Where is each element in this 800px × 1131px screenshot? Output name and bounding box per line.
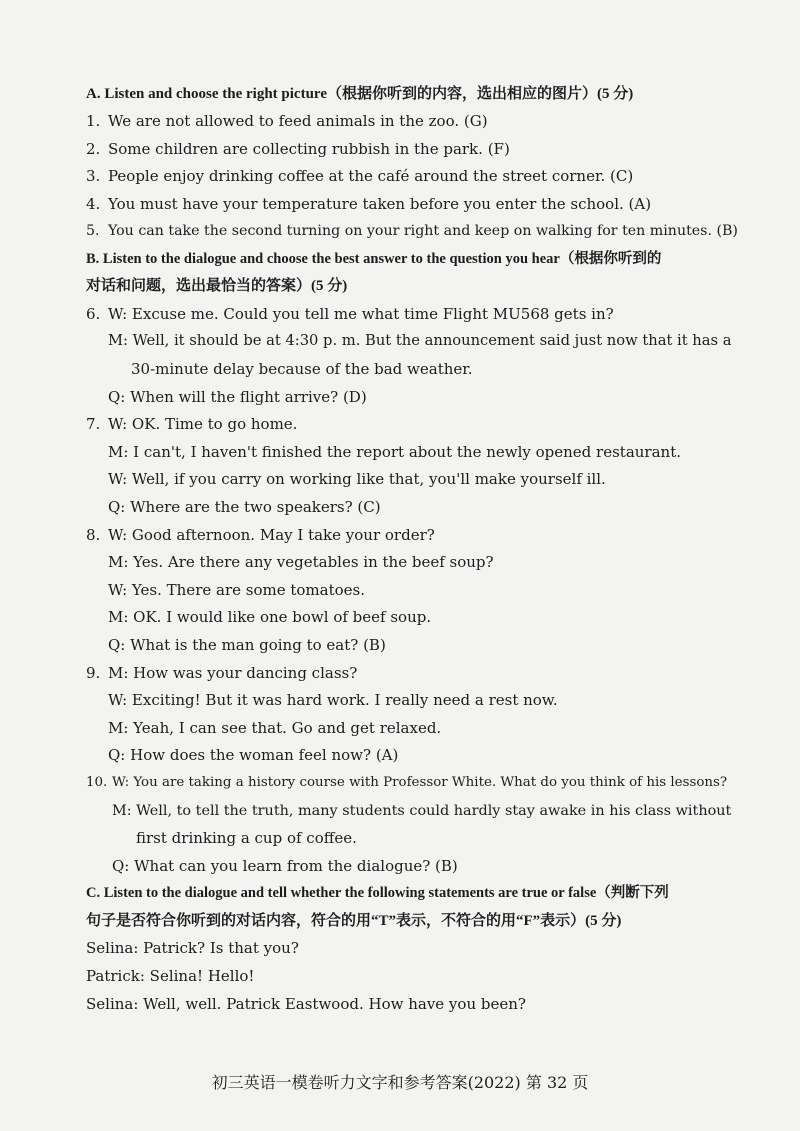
dialogue-line: Selina: Well, well. Patrick Eastwood. How have you been? (86, 995, 526, 1013)
speaker-line: W: You are taking a history course with Professor White. What do you think of his lessons? (112, 775, 728, 790)
item-3 (86, 166, 633, 186)
question-number: 10. (86, 775, 108, 790)
question-9-w: W: Exciting! But it was hard work. I really need a rest now. (108, 691, 558, 709)
question-10-q: Q: What can you learn from the dialogue? (B) (112, 857, 458, 875)
question-10-w (86, 773, 727, 793)
item-number: 2. (86, 140, 101, 158)
item-number: 1. (86, 112, 101, 130)
item-number: 3. (86, 167, 101, 185)
item-2 (86, 139, 510, 159)
question-8-q: Q: What is the man going to eat? (B) (108, 636, 386, 654)
question-9-m2: M: Yeah, I can see that. Go and get relaxed. (108, 719, 442, 737)
item-text: Some children are collecting rubbish in the park. (F) (108, 140, 510, 158)
question-8-m2: M: OK. I would like one bowl of beef soup. (108, 608, 432, 626)
speaker-line: W: Good afternoon. May I take your order? (108, 526, 435, 544)
question-10-m2: first drinking a cup of coffee. (136, 829, 357, 847)
question-number: 9. (86, 664, 101, 682)
item-text: We are not allowed to feed animals in the zoo. (G) (108, 112, 488, 130)
speaker-line: W: Excuse me. Could you tell me what time Flight MU568 gets in? (108, 305, 614, 323)
question-6-q: Q: When will the flight arrive? (D) (108, 388, 367, 406)
item-text: You must have your temperature taken before you enter the school. (A) (108, 195, 652, 213)
speaker-line: W: OK. Time to go home. (108, 415, 298, 433)
question-6-m2: 30-minute delay because of the bad weather. (131, 360, 473, 378)
question-7-q: Q: Where are the two speakers? (C) (108, 498, 381, 516)
page-footer: 初三英语一模卷听力文字和参考答案(2022) 第 32 页 (211, 1073, 589, 1092)
question-7-w2: W: Well, if you carry on working like that, you'll make yourself ill. (108, 470, 606, 488)
question-9-q: Q: How does the woman feel now? (A) (108, 746, 399, 764)
dialogue-line: Selina: Patrick? Is that you? (86, 939, 299, 957)
section-b-header-line2: 对话和问题，选出最恰当的答案）(5 分) (86, 278, 348, 294)
question-number: 7. (86, 415, 101, 433)
question-number: 6. (86, 305, 101, 323)
section-a-header: A. Listen and choose the right picture（根据你听到的内容，选出相应的图片）(5 分) (86, 86, 634, 102)
item-text: People enjoy drinking coffee at the café around the street corner. (C) (108, 167, 634, 185)
item-text: You can take the second turning on your right and keep on walking for ten minutes. (B) (108, 223, 738, 239)
item-5 (86, 221, 738, 241)
question-number: 8. (86, 526, 101, 544)
section-c-header-line2: 句子是否符合你听到的对话内容，符合的用“T”表示，不符合的用“F”表示）(5 分) (86, 913, 622, 929)
question-7-w1 (86, 414, 297, 434)
question-8-w2: W: Yes. There are some tomatoes. (108, 581, 365, 599)
item-number: 4. (86, 195, 101, 213)
question-8-w1 (86, 525, 435, 545)
question-8-m1: M: Yes. Are there any vegetables in the beef soup? (108, 553, 494, 571)
question-6-w (86, 304, 614, 324)
item-4 (86, 194, 651, 214)
dialogue-line: Patrick: Selina! Hello! (86, 967, 255, 985)
speaker-line: M: How was your dancing class? (108, 664, 358, 682)
question-10-m1: M: Well, to tell the truth, many students could hardly stay awake in his class without (112, 803, 732, 819)
item-number: 5. (86, 223, 100, 239)
question-9-m1 (86, 663, 357, 683)
question-6-m1: M: Well, it should be at 4:30 p. m. But the announcement said just now that it has a (108, 332, 732, 349)
section-b-header-line1: B. Listen to the dialogue and choose the best answer to the question you hear（根据你听到的 (86, 251, 662, 267)
question-7-m: M: I can't, I haven't finished the report about the newly opened restaurant. (108, 443, 681, 461)
item-1 (86, 111, 488, 131)
section-c-header-line1: C. Listen to the dialogue and tell whether the following statements are true or false（判断下列 (86, 885, 669, 901)
